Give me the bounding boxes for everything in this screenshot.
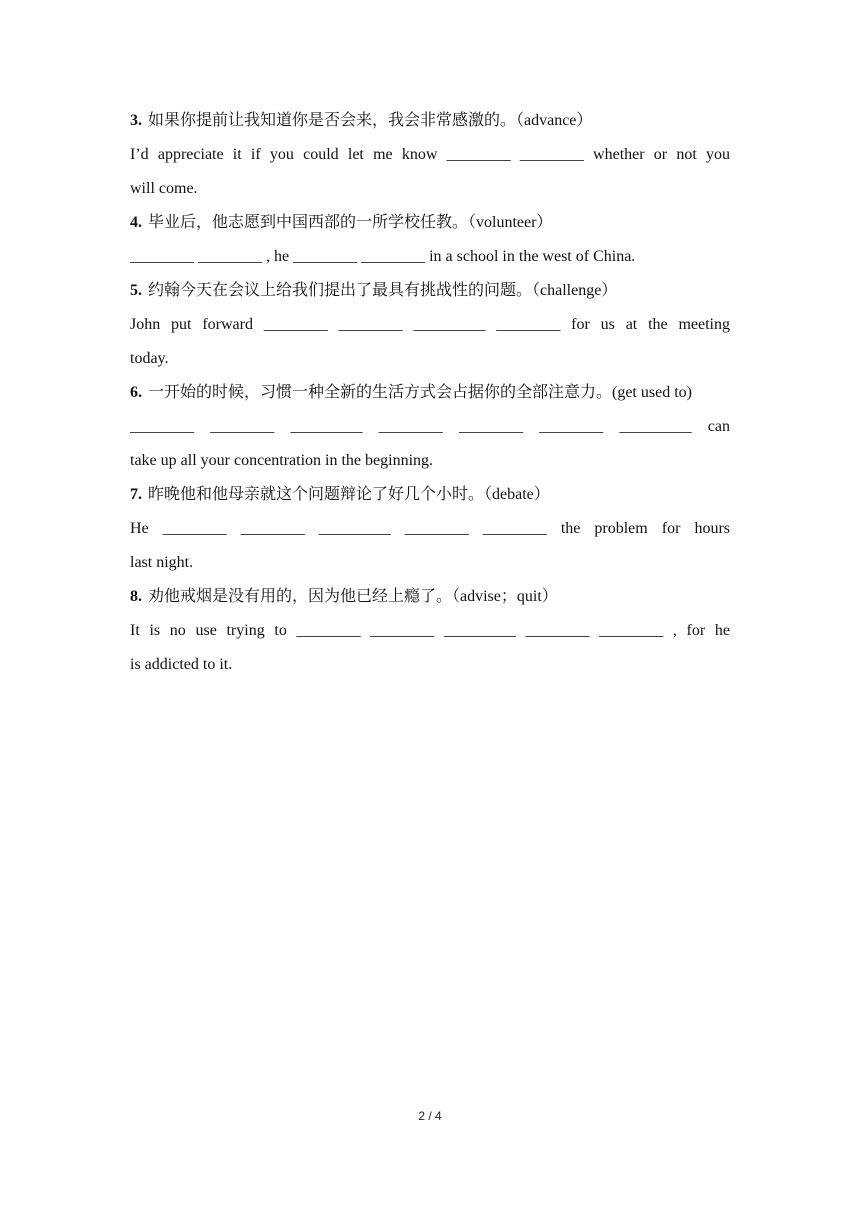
page-number: 2 / 4 bbox=[418, 1109, 442, 1123]
question-text: 劝他戒烟是没有用的，因为他已经上瘾了。（advise；quit） bbox=[148, 588, 558, 605]
question-text: 毕业后，他志愿到中国西部的一所学校任教。（volunteer） bbox=[148, 214, 553, 231]
question-text: 昨晚他和他母亲就这个问题辩论了好几个小时。（debate） bbox=[148, 486, 550, 503]
question-text: 约翰今天在会议上给我们提出了最具有挑战性的问题。（challenge） bbox=[148, 282, 618, 299]
question-number: 4. bbox=[130, 214, 142, 231]
question-7-answer-line-2: last night. bbox=[130, 554, 194, 571]
question-3-answer-line-1: I’d appreciate it if you could let me know ________ ________ whether or not you bbox=[130, 146, 730, 163]
question-8-prompt bbox=[130, 580, 730, 614]
question-number: 7. bbox=[130, 486, 142, 503]
question-3-prompt bbox=[130, 104, 730, 138]
question-7-answer-line-1: He ________ ________ _________ ________ ________ the problem for hours bbox=[130, 520, 730, 537]
question-number: 5. bbox=[130, 282, 142, 299]
question-text: 一开始的时候，习惯一种全新的生活方式会占据你的全部注意力。(get used to) bbox=[148, 384, 692, 401]
question-5-answer-line-1: John put forward ________ ________ _________ ________ for us at the meeting bbox=[130, 316, 730, 333]
question-number: 8. bbox=[130, 588, 142, 605]
question-number: 3. bbox=[130, 112, 142, 129]
question-7-prompt bbox=[130, 478, 730, 512]
question-6-answer-line-1: ________ ________ _________ ________ ________ ________ _________ can bbox=[130, 418, 730, 435]
question-3-answer-line-2: will come. bbox=[130, 180, 198, 197]
question-4-prompt bbox=[130, 206, 730, 240]
question-8-answer-line-2: is addicted to it. bbox=[130, 656, 233, 673]
question-text: 如果你提前让我知道你是否会来，我会非常感激的。（advance） bbox=[148, 112, 593, 129]
question-number: 6. bbox=[130, 384, 142, 401]
exercise-page bbox=[130, 104, 730, 682]
question-5-answer-line-2: today. bbox=[130, 350, 169, 367]
question-8-answer-line-1: It is no use trying to ________ ________ _________ ________ ________ , for he bbox=[130, 622, 730, 639]
question-6-prompt bbox=[130, 376, 730, 410]
question-5-prompt bbox=[130, 274, 730, 308]
question-6-answer-line-2: take up all your concentration in the beginning. bbox=[130, 452, 434, 469]
question-4-answer-line-1: ________ ________ , he ________ ________ in a school in the west of China. bbox=[130, 248, 636, 265]
